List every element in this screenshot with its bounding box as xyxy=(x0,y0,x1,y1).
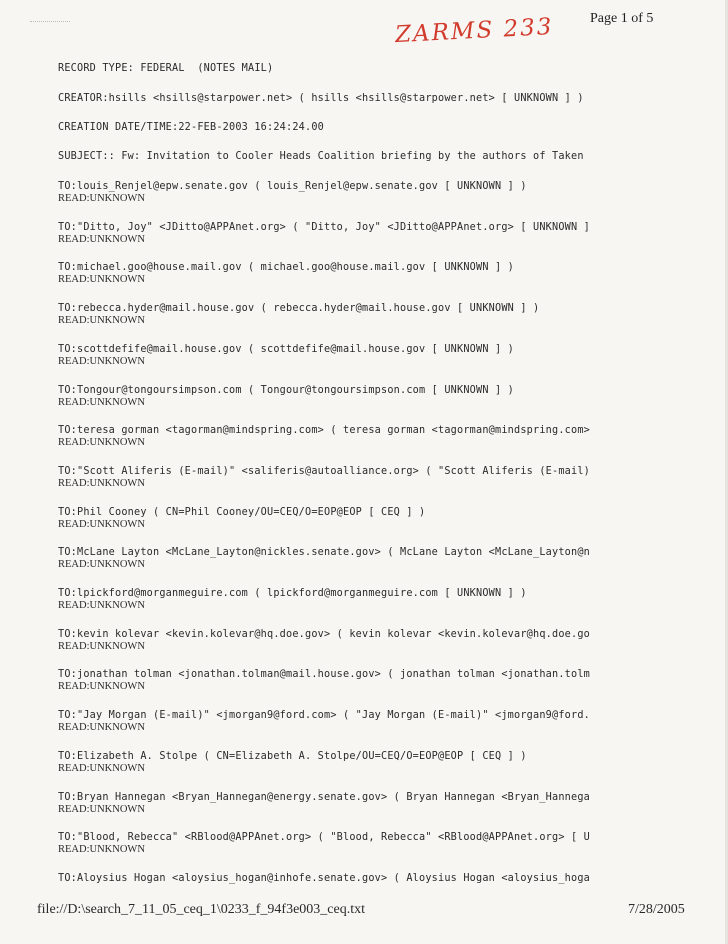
recipient-to-line: TO:Bryan Hannegan <Bryan_Hannegan@energy.senate.gov> ( Bryan Hannegan <Bryan_Hannega xyxy=(58,792,591,803)
recipient-to-line: TO:lpickford@morganmeguire.com ( lpickford@morganmeguire.com [ UNKNOWN ] ) xyxy=(58,588,527,599)
print-date: 7/28/2005 xyxy=(628,902,685,917)
recipient-to-line: TO:Tongour@tongoursimpson.com ( Tongour@tongoursimpson.com [ UNKNOWN ] ) xyxy=(58,385,515,396)
recipient-to-line: TO:Phil Cooney ( CN=Phil Cooney/OU=CEQ/O=EOP@EOP [ CEQ ] ) xyxy=(58,507,426,518)
recipient-read-status: READ:UNKNOWN xyxy=(58,844,145,855)
recipient-read-status: READ:UNKNOWN xyxy=(58,437,145,448)
page-number: Page 1 of 5 xyxy=(590,11,654,26)
recipient-read-status: READ:UNKNOWN xyxy=(58,397,145,408)
recipient-to-line: TO:rebecca.hyder@mail.house.gov ( rebecca.hyder@mail.house.gov [ UNKNOWN ] ) xyxy=(58,303,540,314)
recipient-read-status: READ:UNKNOWN xyxy=(58,559,145,570)
recipient-read-status: READ:UNKNOWN xyxy=(58,804,145,815)
recipient-to-line: TO:Aloysius Hogan <aloysius_hogan@inhofe.senate.gov> ( Aloysius Hogan <aloysius_hoga xyxy=(58,873,591,884)
recipient-to-line: TO:"Jay Morgan (E-mail)" <jmorgan9@ford.com> ( "Jay Morgan (E-mail)" <jmorgan9@ford. xyxy=(58,710,591,721)
recipient-read-status: READ:UNKNOWN xyxy=(58,274,145,285)
file-path: file://D:\search_7_11_05_ceq_1\0233_f_94f3e003_ceq.txt xyxy=(37,902,366,917)
recipient-to-line: TO:teresa gorman <tagorman@mindspring.com> ( teresa gorman <tagorman@mindspring.com> xyxy=(58,425,591,436)
recipient-to-line: TO:louis_Renjel@epw.senate.gov ( louis_Renjel@epw.senate.gov [ UNKNOWN ] ) xyxy=(58,181,527,192)
recipient-to-line: TO:scottdefife@mail.house.gov ( scottdefife@mail.house.gov [ UNKNOWN ] ) xyxy=(58,344,515,355)
recipient-to-line: TO:kevin kolevar <kevin.kolevar@hq.doe.gov> ( kevin kolevar <kevin.kolevar@hq.doe.go xyxy=(58,629,591,640)
recipient-read-status: READ:UNKNOWN xyxy=(58,234,145,245)
recipient-read-status: READ:UNKNOWN xyxy=(58,722,145,733)
recipient-to-line: TO:jonathan tolman <jonathan.tolman@mail.house.gov> ( jonathan tolman <jonathan.tolm xyxy=(58,669,591,680)
recipient-to-line: TO:"Scott Aliferis (E-mail)" <saliferis@autoalliance.org> ( "Scott Aliferis (E-mail) xyxy=(58,466,591,477)
recipient-to-line: TO:"Ditto, Joy" <JDitto@APPAnet.org> ( "Ditto, Joy" <JDitto@APPAnet.org> [ UNKNOWN ] xyxy=(58,222,591,233)
recipient-read-status: READ:UNKNOWN xyxy=(58,193,145,204)
recipient-to-line: TO:michael.goo@house.mail.gov ( michael.goo@house.mail.gov [ UNKNOWN ] ) xyxy=(58,262,515,273)
recipient-read-status: READ:UNKNOWN xyxy=(58,681,145,692)
creator-line: CREATOR:hsills <hsills@starpower.net> ( hsills <hsills@starpower.net> [ UNKNOWN ] ) xyxy=(58,93,584,104)
recipient-read-status: READ:UNKNOWN xyxy=(58,478,145,489)
creation-date: CREATION DATE/TIME:22-FEB-2003 16:24:24.00 xyxy=(58,122,325,133)
scan-mark xyxy=(30,21,70,30)
record-type: RECORD TYPE: FEDERAL (NOTES MAIL) xyxy=(58,63,274,74)
recipient-read-status: READ:UNKNOWN xyxy=(58,763,145,774)
recipient-to-line: TO:Elizabeth A. Stolpe ( CN=Elizabeth A. Stolpe/OU=CEQ/O=EOP@EOP [ CEQ ] ) xyxy=(58,751,527,762)
recipient-read-status: READ:UNKNOWN xyxy=(58,519,145,530)
recipient-read-status: READ:UNKNOWN xyxy=(58,600,145,611)
recipient-read-status: READ:UNKNOWN xyxy=(58,641,145,652)
recipient-read-status: READ:UNKNOWN xyxy=(58,356,145,367)
recipient-read-status: READ:UNKNOWN xyxy=(58,315,145,326)
subject-line: SUBJECT:: Fw: Invitation to Cooler Heads Coalition briefing by the authors of Taken xyxy=(58,151,584,162)
handwritten-note: ZARMS 233 xyxy=(394,13,555,49)
recipient-to-line: TO:McLane Layton <McLane_Layton@nickles.senate.gov> ( McLane Layton <McLane_Layton@n xyxy=(58,547,591,558)
recipient-to-line: TO:"Blood, Rebecca" <RBlood@APPAnet.org> ( "Blood, Rebecca" <RBlood@APPAnet.org> [ U xyxy=(58,832,591,843)
